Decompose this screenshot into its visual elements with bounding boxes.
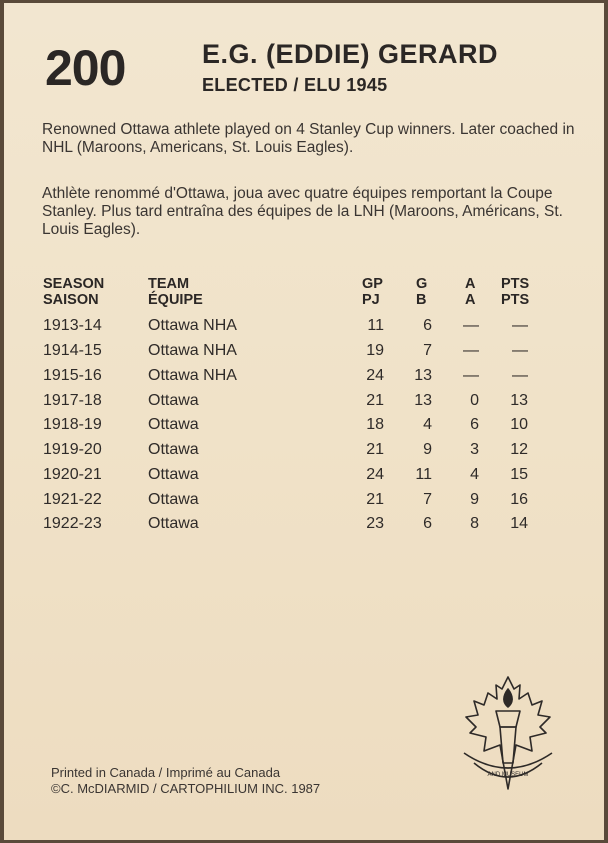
elected-year: ELECTED / ELU 1945 bbox=[202, 75, 388, 95]
team-cell: Ottawa NHA bbox=[148, 317, 237, 334]
pts-cell: 13 bbox=[510, 392, 528, 409]
pts-cell: 16 bbox=[510, 491, 528, 508]
table-row bbox=[4, 416, 604, 440]
gp-cell: 19 bbox=[366, 342, 384, 359]
table-row bbox=[4, 392, 604, 416]
team-cell: Ottawa bbox=[148, 441, 199, 458]
a-cell: 8 bbox=[470, 515, 479, 532]
table-row bbox=[4, 441, 604, 465]
table-row bbox=[4, 367, 604, 391]
g-cell: 9 bbox=[423, 441, 432, 458]
a-cell: 9 bbox=[470, 491, 479, 508]
table-row bbox=[4, 515, 604, 539]
footer-printed: Printed in Canada / Imprimé au Canada bbox=[51, 765, 281, 780]
a-cell: 4 bbox=[470, 466, 479, 483]
pts-cell: 12 bbox=[510, 441, 528, 458]
pts-cell: 14 bbox=[510, 515, 528, 532]
header-g-fr: B bbox=[416, 292, 427, 308]
gp-cell: 21 bbox=[366, 392, 384, 409]
header-season bbox=[43, 276, 104, 308]
team-cell: Ottawa bbox=[148, 392, 199, 409]
gp-cell: 18 bbox=[366, 416, 384, 433]
pts-cell: — bbox=[512, 342, 528, 359]
season-cell: 1920-21 bbox=[43, 466, 102, 483]
season-cell: 1922-23 bbox=[43, 515, 102, 532]
header-team-fr: ÉQUIPE bbox=[148, 292, 203, 308]
svg-text:AND MUSEUM: AND MUSEUM bbox=[487, 772, 529, 778]
header-team-en: TEAM bbox=[148, 276, 190, 292]
footer-copyright: ©C. McDIARMID / CARTOPHILIUM INC. 1987 bbox=[51, 781, 321, 796]
hockey-hall-of-fame-logo bbox=[456, 671, 561, 799]
header-a bbox=[465, 276, 475, 308]
a-cell: — bbox=[463, 317, 479, 334]
gp-cell: 24 bbox=[366, 466, 384, 483]
gp-cell: 21 bbox=[366, 441, 384, 458]
a-cell: 3 bbox=[470, 441, 479, 458]
a-cell: 0 bbox=[470, 392, 479, 409]
g-cell: 6 bbox=[423, 317, 432, 334]
header-gp bbox=[362, 276, 383, 308]
bio-english: Renowned Ottawa athlete played on 4 Stanley Cup winners. Later coached in NHL (Maroons, Americans, St. Louis Eagles). bbox=[42, 121, 575, 156]
team-cell: Ottawa bbox=[148, 416, 199, 433]
table-row bbox=[4, 491, 604, 515]
a-cell: — bbox=[463, 342, 479, 359]
bio-french: Athlète renommé d'Ottawa, joua avec quatre équipes remportant la Coupe Stanley. Plus tard entraîna des équipes de la LNH (Maroons, Américans, St. Louis Eagles). bbox=[42, 185, 563, 238]
g-cell: 7 bbox=[423, 491, 432, 508]
g-cell: 7 bbox=[423, 342, 432, 359]
g-cell: 11 bbox=[415, 466, 432, 483]
card-back bbox=[4, 3, 604, 840]
g-cell: 4 bbox=[423, 416, 432, 433]
header-a-en: A bbox=[465, 276, 476, 292]
a-cell: — bbox=[463, 367, 479, 384]
season-cell: 1917-18 bbox=[43, 392, 102, 409]
table-row bbox=[4, 466, 604, 490]
pts-cell: 10 bbox=[510, 416, 528, 433]
g-cell: 13 bbox=[414, 392, 432, 409]
season-cell: 1919-20 bbox=[43, 441, 102, 458]
team-cell: Ottawa bbox=[148, 466, 199, 483]
gp-cell: 24 bbox=[366, 367, 384, 384]
header-a-fr: A bbox=[465, 292, 476, 308]
header-team bbox=[148, 276, 203, 308]
g-cell: 13 bbox=[414, 367, 432, 384]
season-cell: 1914-15 bbox=[43, 342, 102, 359]
header-pts-en: PTS bbox=[501, 276, 530, 292]
pts-cell: — bbox=[512, 317, 528, 334]
header-gp-en: GP bbox=[362, 276, 383, 292]
g-cell: 6 bbox=[423, 515, 432, 532]
header-season-en: SEASON bbox=[43, 276, 105, 292]
season-cell: 1921-22 bbox=[43, 491, 102, 508]
a-cell: 6 bbox=[470, 416, 479, 433]
header-g bbox=[416, 276, 427, 308]
header-gp-fr: PJ bbox=[362, 292, 380, 308]
header-pts bbox=[501, 276, 529, 308]
card-number: 200 bbox=[45, 40, 126, 96]
season-cell: 1913-14 bbox=[43, 317, 102, 334]
table-row bbox=[4, 342, 604, 366]
header-season-fr: SAISON bbox=[43, 292, 99, 308]
team-cell: Ottawa bbox=[148, 515, 199, 532]
pts-cell: 15 bbox=[510, 466, 528, 483]
season-cell: 1915-16 bbox=[43, 367, 102, 384]
gp-cell: 21 bbox=[366, 491, 384, 508]
team-cell: Ottawa NHA bbox=[148, 342, 237, 359]
team-cell: Ottawa bbox=[148, 491, 199, 508]
season-cell: 1918-19 bbox=[43, 416, 102, 433]
header-pts-fr: PTS bbox=[501, 292, 530, 308]
gp-cell: 11 bbox=[367, 317, 384, 334]
header-g-en: G bbox=[416, 276, 428, 292]
player-name: E.G. (EDDIE) GERARD bbox=[202, 39, 499, 69]
pts-cell: — bbox=[512, 367, 528, 384]
table-row bbox=[4, 317, 604, 341]
gp-cell: 23 bbox=[366, 515, 384, 532]
team-cell: Ottawa NHA bbox=[148, 367, 237, 384]
